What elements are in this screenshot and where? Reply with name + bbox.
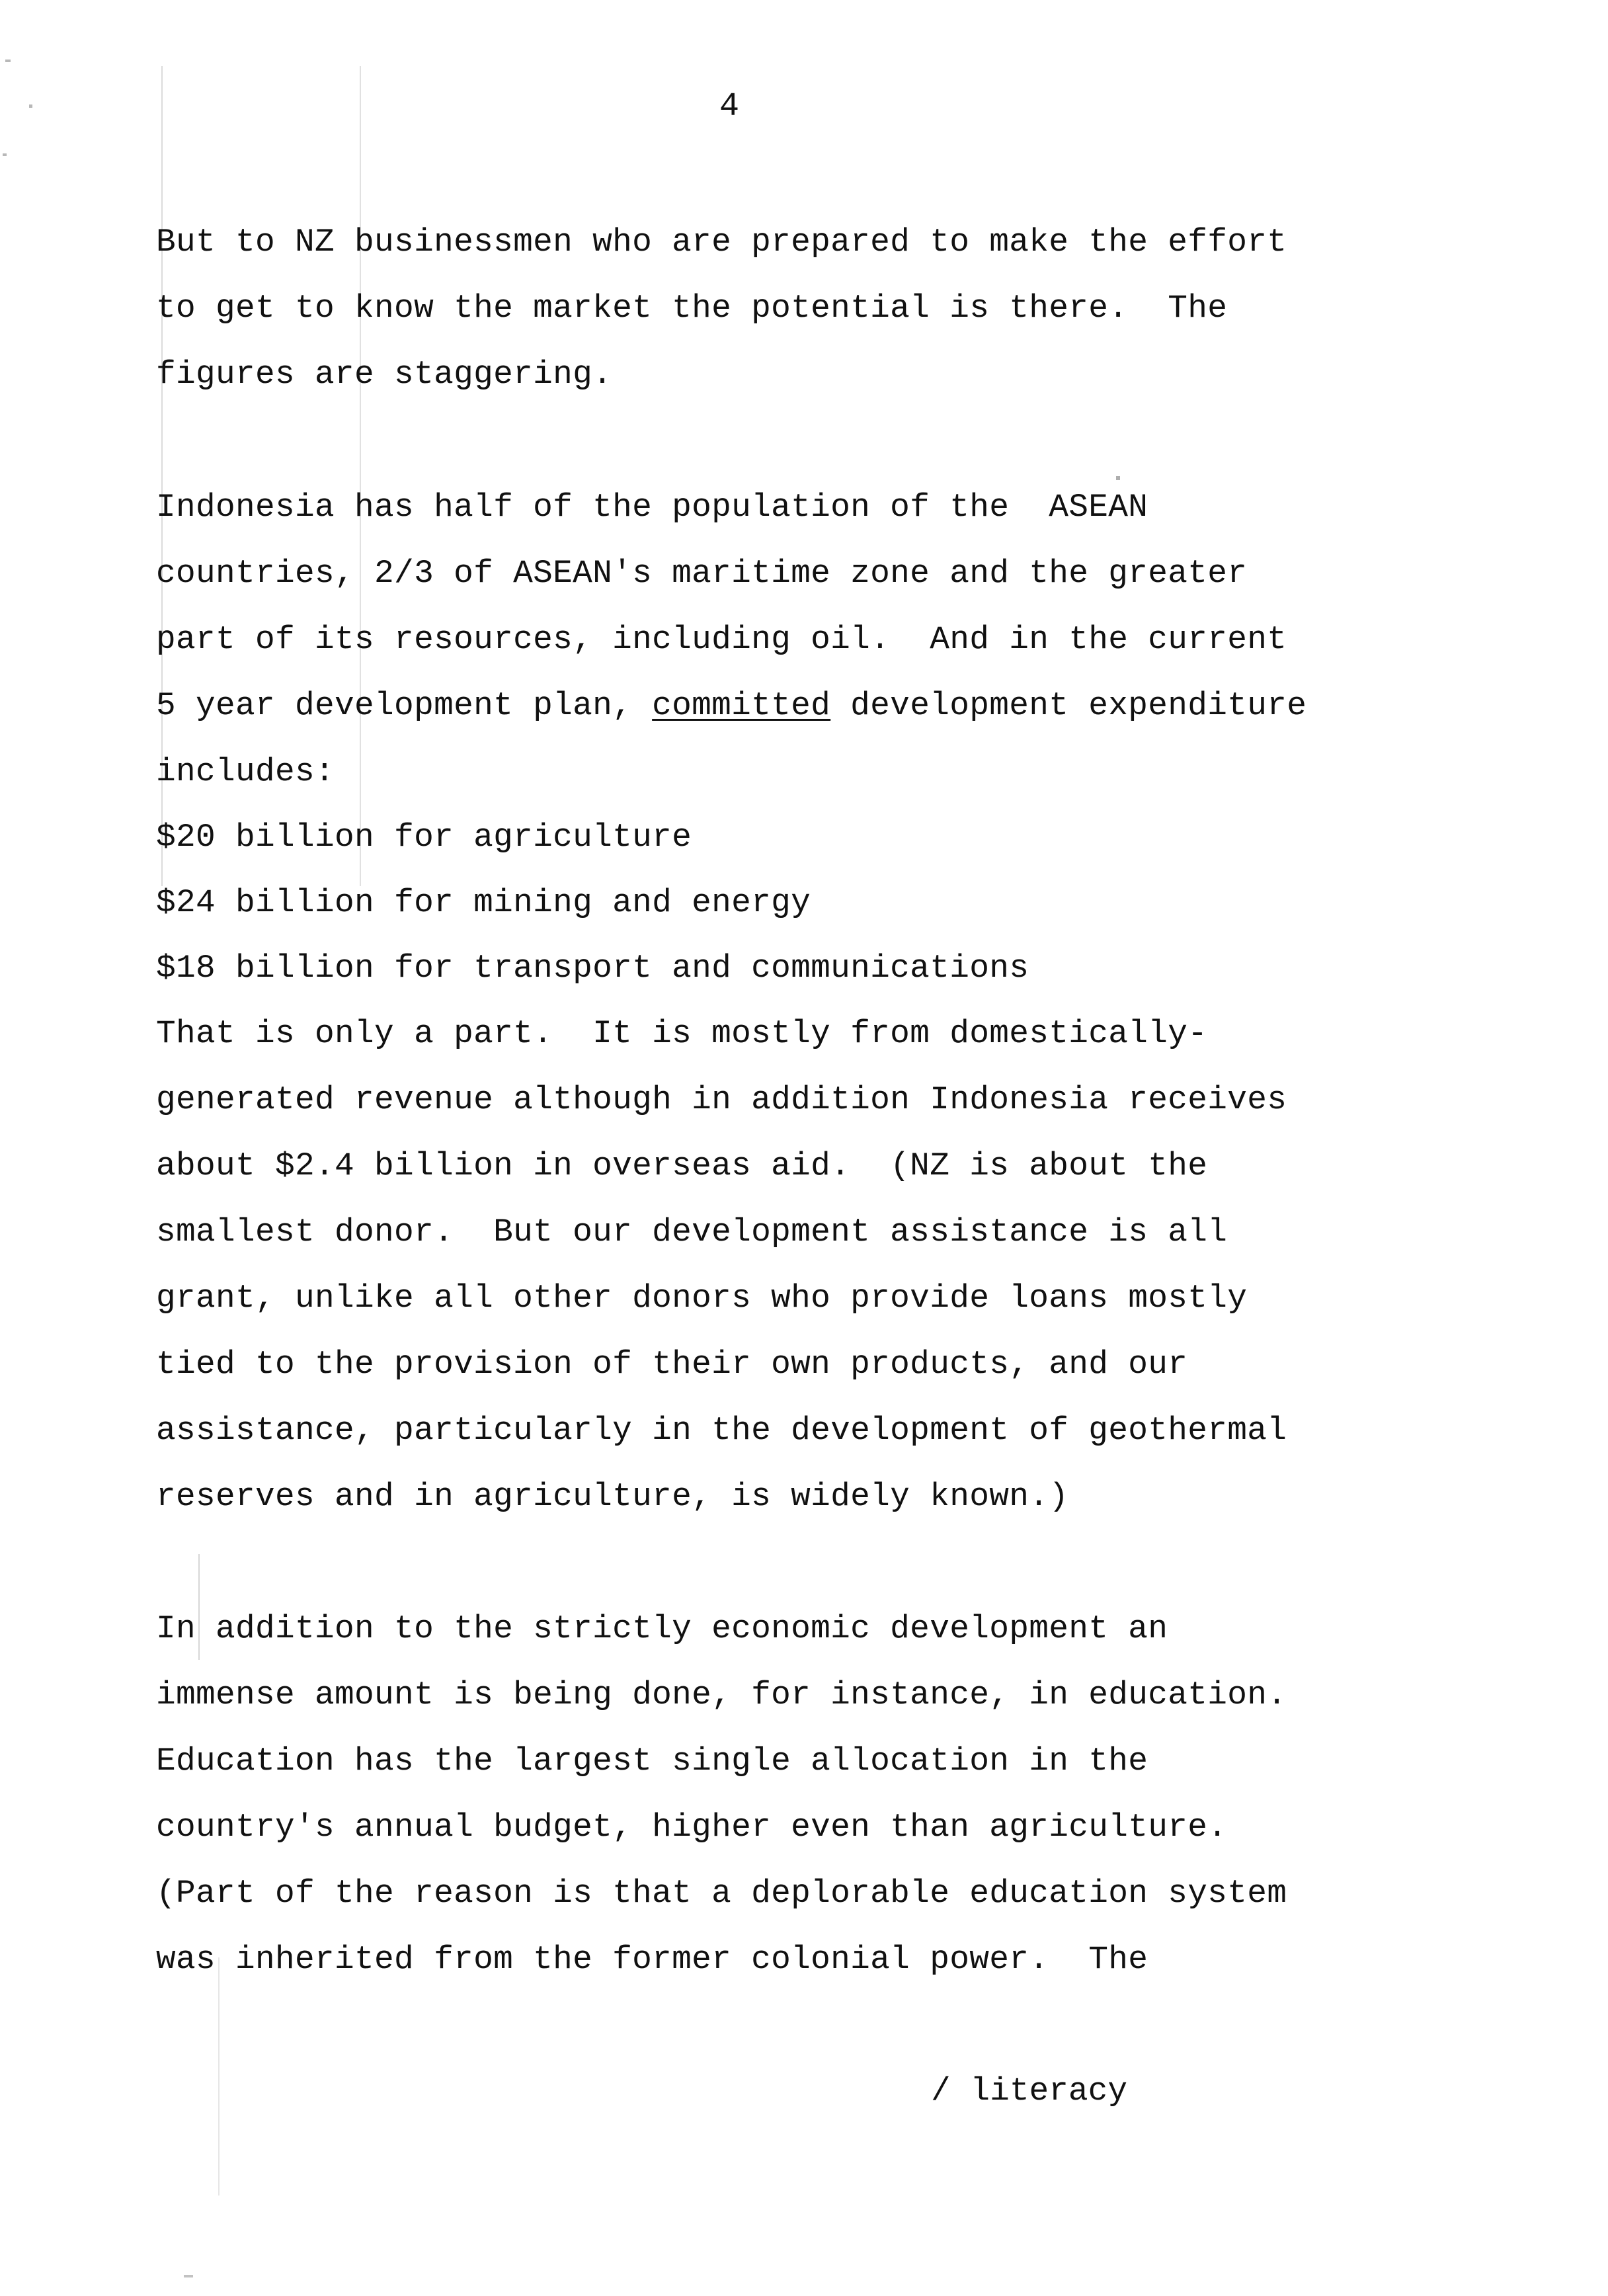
scan-artifact-line (360, 66, 361, 886)
text-line-with-underline (156, 686, 1306, 725)
text-line: smallest donor. But our development assistance is all (156, 1213, 1228, 1250)
text-line: But to NZ businessmen who are prepared to make the effort (156, 224, 1287, 261)
scan-artifact-speck (29, 104, 32, 108)
text-line: was inherited from the former colonial power. The (156, 1941, 1148, 1978)
text-line: part of its resources, including oil. And in the current (156, 621, 1287, 658)
scan-artifact-speck (184, 2275, 193, 2277)
text-line: Education has the largest single allocation in the (156, 1742, 1148, 1780)
text-line: assistance, particularly in the development of geothermal (156, 1412, 1287, 1449)
text-line: to get to know the market the potential is there. The (156, 290, 1228, 327)
text-segment: 5 year development plan, (156, 687, 653, 724)
page-number: 4 (719, 88, 740, 126)
underlined-word: committed (652, 687, 831, 724)
text-line: In addition to the strictly economic development an (156, 1610, 1168, 1647)
expenditure-item: $18 billion for transport and communications (156, 950, 1029, 987)
text-line: immense amount is being done, for instance, in education. (156, 1676, 1287, 1713)
text-line: tied to the provision of their own products, and our (156, 1346, 1188, 1383)
text-line: country's annual budget, higher even than agriculture. (156, 1809, 1228, 1846)
text-line: about $2.4 billion in overseas aid. (NZ is about the (156, 1147, 1208, 1184)
text-line: includes: (156, 753, 335, 790)
text-line: countries, 2/3 of ASEAN's maritime zone and the greater (156, 555, 1248, 592)
scan-artifact-speck (1116, 476, 1120, 480)
text-line: generated revenue although in addition Indonesia receives (156, 1081, 1287, 1118)
scan-artifact-line (218, 1957, 220, 2195)
text-line: (Part of the reason is that a deplorable education system (156, 1875, 1287, 1912)
scan-artifact-speck (3, 153, 7, 156)
scan-artifact-speck (5, 60, 11, 62)
continuation-catchword: / literacy (931, 2072, 1128, 2110)
expenditure-item: $24 billion for mining and energy (156, 884, 811, 921)
text-line: That is only a part. It is mostly from domestically- (156, 1015, 1208, 1052)
expenditure-item: $20 billion for agriculture (156, 819, 692, 856)
text-segment: development expenditure (830, 687, 1307, 724)
text-line: reserves and in agriculture, is widely known.) (156, 1478, 1069, 1515)
text-line: grant, unlike all other donors who provide loans mostly (156, 1280, 1248, 1317)
text-line: figures are staggering. (156, 356, 613, 393)
text-line: Indonesia has half of the population of the ASEAN (156, 489, 1148, 526)
